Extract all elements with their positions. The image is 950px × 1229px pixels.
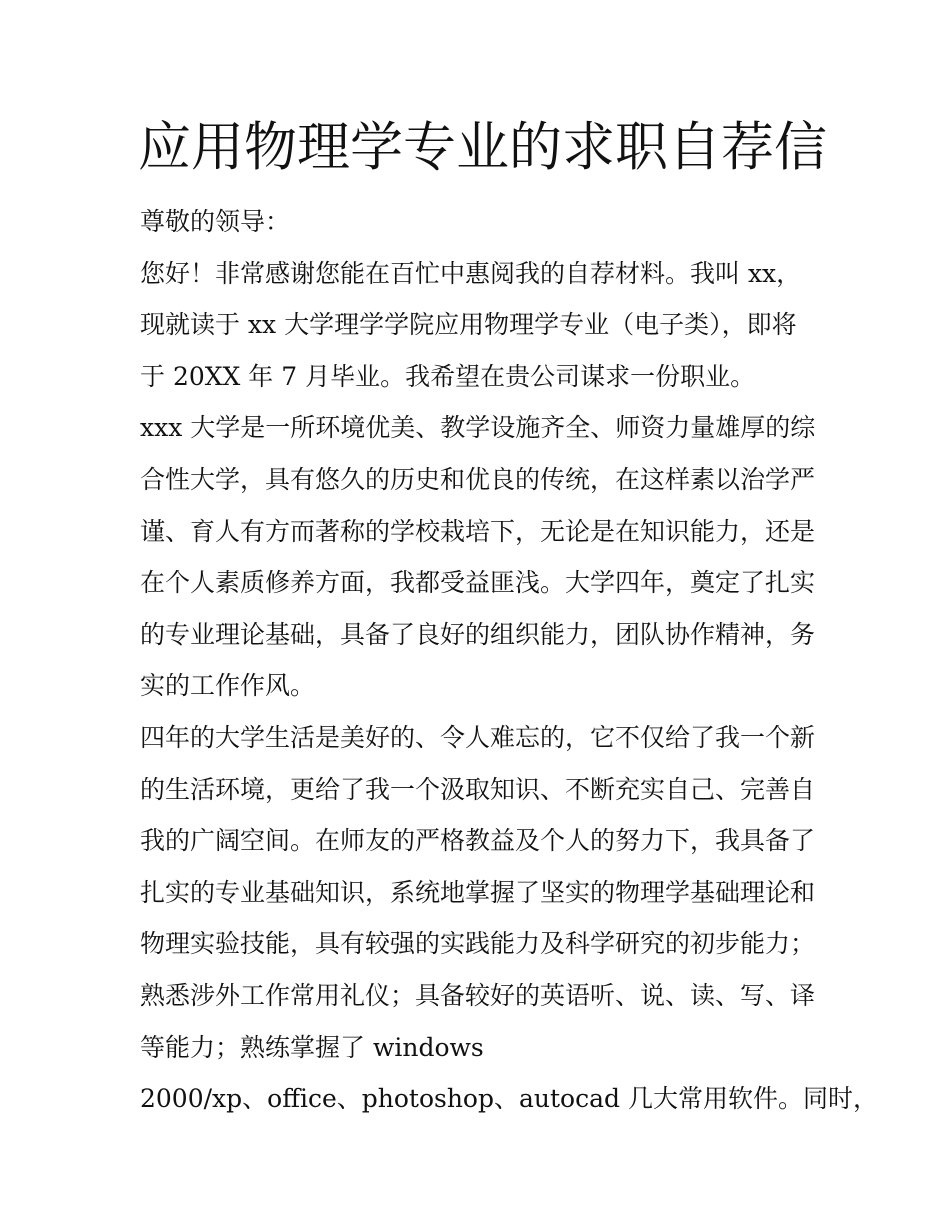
text-line: 熟悉涉外工作常用礼仪；具备较好的英语听、说、读、写、译 (140, 980, 816, 1010)
text-line: 我的广阔空间。在师友的严格教益及个人的努力下，我具备了 (140, 826, 816, 856)
document-title: 应用物理学专业的求职自荐信 (138, 117, 827, 178)
text-line: 的生活环境，更给了我一个汲取知识、不断充实自己、完善自 (140, 774, 816, 804)
text-line: 您好！非常感谢您能在百忙中惠阅我的自荐材料。我叫 xx， (140, 258, 802, 288)
text-line: 合性大学，具有悠久的历史和优良的传统，在这样素以治学严 (140, 464, 816, 494)
text-line: 的专业理论基础，具备了良好的组织能力，团队协作精神，务 (140, 619, 816, 649)
text-line: 现就读于 xx 大学理学学院应用物理学专业（电子类），即将 (140, 310, 797, 340)
salutation: 尊敬的领导： (140, 207, 291, 236)
text-line: 在个人素质修养方面，我都受益匪浅。大学四年，奠定了扎实 (140, 568, 816, 598)
text-line: xxx 大学是一所环境优美、教学设施齐全、师资力量雄厚的综 (140, 413, 816, 443)
text-line: 于 20XX 年 7 月毕业。我希望在贵公司谋求一份职业。 (140, 361, 756, 391)
text-line: 2000/xp、office、photoshop、autocad 几大常用软件。同时， (140, 1084, 878, 1114)
text-line: 等能力；熟练掌握了 windows (140, 1032, 484, 1062)
text-line: 四年的大学生活是美好的、令人难忘的，它不仅给了我一个新 (140, 722, 816, 752)
text-line: 扎实的专业基础知识，系统地掌握了坚实的物理学基础理论和 (140, 877, 816, 907)
text-line: 谨、育人有方而著称的学校栽培下，无论是在知识能力，还是 (140, 516, 816, 546)
letter-body (140, 196, 878, 1125)
text-line: 物理实验技能，具有较强的实践能力及科学研究的初步能力； (140, 929, 816, 959)
text-line: 实的工作作风。 (140, 671, 316, 701)
